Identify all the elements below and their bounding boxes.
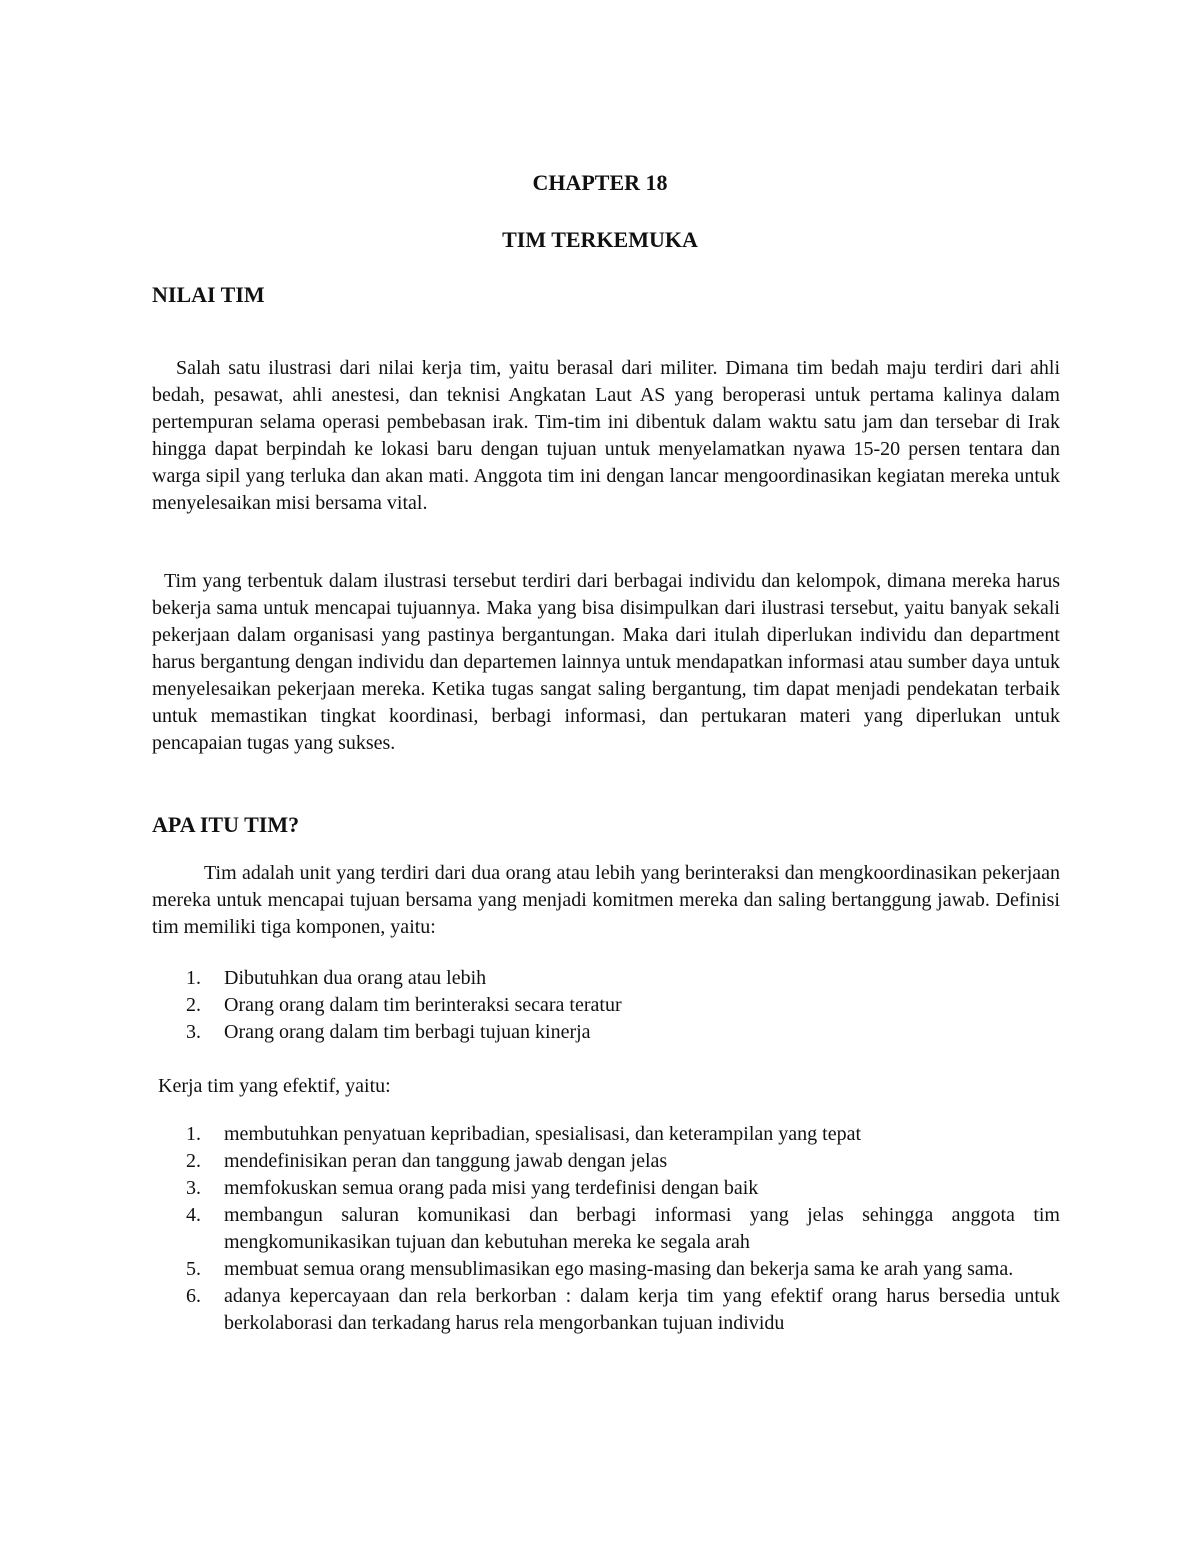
chapter-subtitle: TIM TERKEMUKA xyxy=(502,227,698,252)
list-item-number: 1. xyxy=(186,1123,201,1145)
paragraph-apa-itu-tim: Tim adalah unit yang terdiri dari dua orang atau lebih yang berinteraksi dan mengkoordinasikan pekerjaan mereka untuk mencapai tujuan bersama yang menjadi komitmen mereka dan saling bertanggung jawab. Definisi tim memiliki tiga komponen, yaitu: xyxy=(152,862,1060,938)
list-item xyxy=(152,1175,1060,1202)
section-heading-apa-itu-tim: APA ITU TIM? xyxy=(152,812,300,837)
list-item-text: Orang orang dalam tim berbagi tujuan kinerja xyxy=(224,1021,591,1043)
list-item xyxy=(152,992,1060,1019)
paragraph-nilai-tim-2: Tim yang terbentuk dalam ilustrasi tersebut terdiri dari berbagai individu dan kelompok, dimana mereka harus bekerja sama untuk mencapai tujuannya. Maka yang bisa disimpulkan dari ilustrasi tersebut, yaitu banyak sekali pekerjaan dalam organisasi yang pastinya bergantungan. Maka dari itulah diperlukan individu dan department harus bergantung dengan individu dan departemen lainnya untuk mendapatkan informasi atau sumber daya untuk menyelesaikan pekerjaan mereka. Ketika tugas sangat saling bergantung, tim dapat menjadi pendekatan terbaik untuk memastikan tingkat koordinasi, berbagi informasi, dan pertukaran materi yang diperlukan untuk pencapaian tugas yang sukses. xyxy=(152,570,1060,754)
list-item-text: Dibutuhkan dua orang atau lebih xyxy=(224,967,487,989)
list-item-text: mendefinisikan peran dan tanggung jawab dengan jelas xyxy=(224,1150,668,1172)
list-item xyxy=(152,1121,1060,1148)
list-item xyxy=(152,1202,1060,1256)
list-item-text: memfokuskan semua orang pada misi yang terdefinisi dengan baik xyxy=(224,1177,759,1199)
list-item-number: 3. xyxy=(186,1021,201,1043)
list-item-number: 3. xyxy=(186,1177,201,1199)
paragraph-nilai-tim-1: Salah satu ilustrasi dari nilai kerja tim, yaitu berasal dari militer. Dimana tim bedah maju terdiri dari ahli bedah, pesawat, ahli anestesi, dan teknisi Angkatan Laut AS yang beroperasi untuk pertama kalinya dalam pertempuran selama operasi pembebasan irak. Tim-tim ini dibentuk dalam waktu satu jam dan tersebar di Irak hingga dapat berpindah ke lokasi baru dengan tujuan untuk menyelamatkan nyawa 15-20 persen tentara dan warga sipil yang terluka dan akan mati. Anggota tim ini dengan lancar mengoordinasikan kegiatan mereka untuk menyelesaikan misi bersama vital. xyxy=(152,357,1060,514)
list-item xyxy=(152,965,1060,992)
list-team-components xyxy=(152,965,1060,1046)
effective-teamwork-intro: Kerja tim yang efektif, yaitu: xyxy=(158,1075,391,1097)
section-heading-nilai-tim: NILAI TIM xyxy=(152,282,265,307)
list-item xyxy=(152,1283,1060,1337)
list-item-text: membutuhkan penyatuan kepribadian, spesialisasi, dan keterampilan yang tepat xyxy=(224,1123,862,1145)
list-item xyxy=(152,1256,1060,1283)
list-effective-teamwork xyxy=(152,1121,1060,1337)
list-item-number: 2. xyxy=(186,1150,201,1172)
chapter-title: CHAPTER 18 xyxy=(532,170,668,195)
list-item-number: 4. xyxy=(186,1204,201,1226)
list-item xyxy=(152,1148,1060,1175)
list-item-text: membangun saluran komunikasi dan berbagi informasi yang jelas sehingga anggota tim mengkomunikasikan tujuan dan kebutuhan mereka ke segala arah xyxy=(224,1204,1060,1253)
list-item-number: 6. xyxy=(186,1285,201,1307)
list-item-number: 1. xyxy=(186,967,201,989)
list-item-text: membuat semua orang mensublimasikan ego masing-masing dan bekerja sama ke arah yang sama. xyxy=(224,1258,1014,1280)
list-item-number: 5. xyxy=(186,1258,201,1280)
list-item-text: Orang orang dalam tim berinteraksi secara teratur xyxy=(224,994,622,1016)
list-item-text: adanya kepercayaan dan rela berkorban : dalam kerja tim yang efektif orang harus bersedia untuk berkolaborasi dan terkadang harus rela mengorbankan tujuan individu xyxy=(224,1285,1060,1334)
list-item xyxy=(152,1019,1060,1046)
list-item-number: 2. xyxy=(186,994,201,1016)
